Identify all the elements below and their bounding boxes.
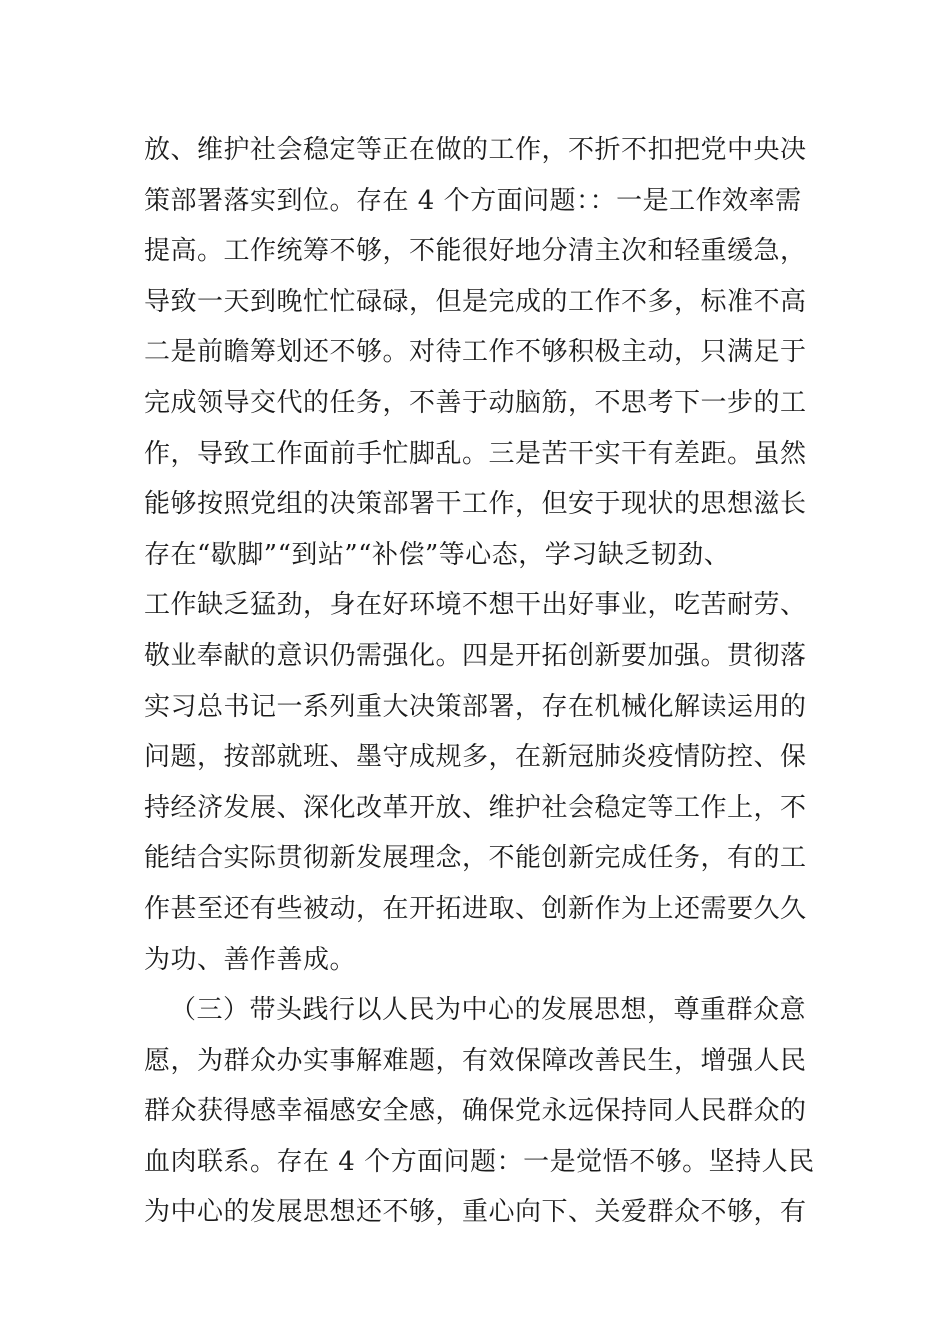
- text-line: 敬业奉献的意识仍需强化。四是开拓创新要加强。贯彻落: [144, 640, 807, 671]
- text-line: 策部署落实到位。存在 4 个方面问题：：一是工作效率需: [144, 185, 802, 216]
- text-line: 血肉联系。存在 4 个方面问题：一是觉悟不够。坚持人民: [144, 1146, 815, 1177]
- text-line: 工作缺乏猛劲，身在好环境不想干出好事业，吃苦耐劳、: [144, 590, 807, 621]
- text-line: 问题，按部就班、墨守成规多，在新冠肺炎疫情防控、保: [144, 742, 807, 773]
- text-line: 完成领导交代的任务，不善于动脑筋，不思考下一步的工: [144, 387, 807, 418]
- text-line: 持经济发展、深化改革开放、维护社会稳定等工作上，不: [144, 792, 807, 823]
- text-line: 能够按照党组的决策部署干工作，但安于现状的思想滋长: [144, 489, 807, 520]
- body-text: [144, 125, 824, 1238]
- text-line: 二是前瞻筹划还不够。对待工作不够积极主动，只满足于: [144, 337, 807, 368]
- text-line: 作，导致工作面前手忙脚乱。三是苦干实干有差距。虽然: [144, 438, 807, 469]
- text-line: 存在“歇脚”“到站”“补偿”等心态，学习缺乏韧劲、: [144, 539, 731, 570]
- text-line: 放、维护社会稳定等正在做的工作，不折不扣把党中央决: [144, 135, 807, 165]
- text-line: 作甚至还有些被动，在开拓进取、创新作为上还需要久久: [144, 893, 807, 924]
- text-line: 导致一天到晚忙忙碌碌，但是完成的工作不多，标准不高: [144, 286, 807, 317]
- text-line: 能结合实际贯彻新发展理念，不能创新完成任务，有的工: [144, 843, 807, 874]
- text-line: 群众获得感幸福感安全感，确保党永远保持同人民群众的: [144, 1096, 807, 1127]
- text-line: 愿，为群众办实事解难题，有效保障改善民生，增强人民: [144, 1045, 807, 1076]
- text-line: 为功、善作善成。: [144, 944, 357, 975]
- section-heading-line: （三）带头践行以人民为中心的发展思想，尊重群众意: [170, 995, 807, 1026]
- text-line: 为中心的发展思想还不够，重心向下、关爱群众不够，有: [144, 1197, 807, 1228]
- text-line: 提高。工作统筹不够，不能很好地分清主次和轻重缓急，: [144, 236, 807, 267]
- text-line: 实习总书记一系列重大决策部署，存在机械化解读运用的: [144, 691, 807, 722]
